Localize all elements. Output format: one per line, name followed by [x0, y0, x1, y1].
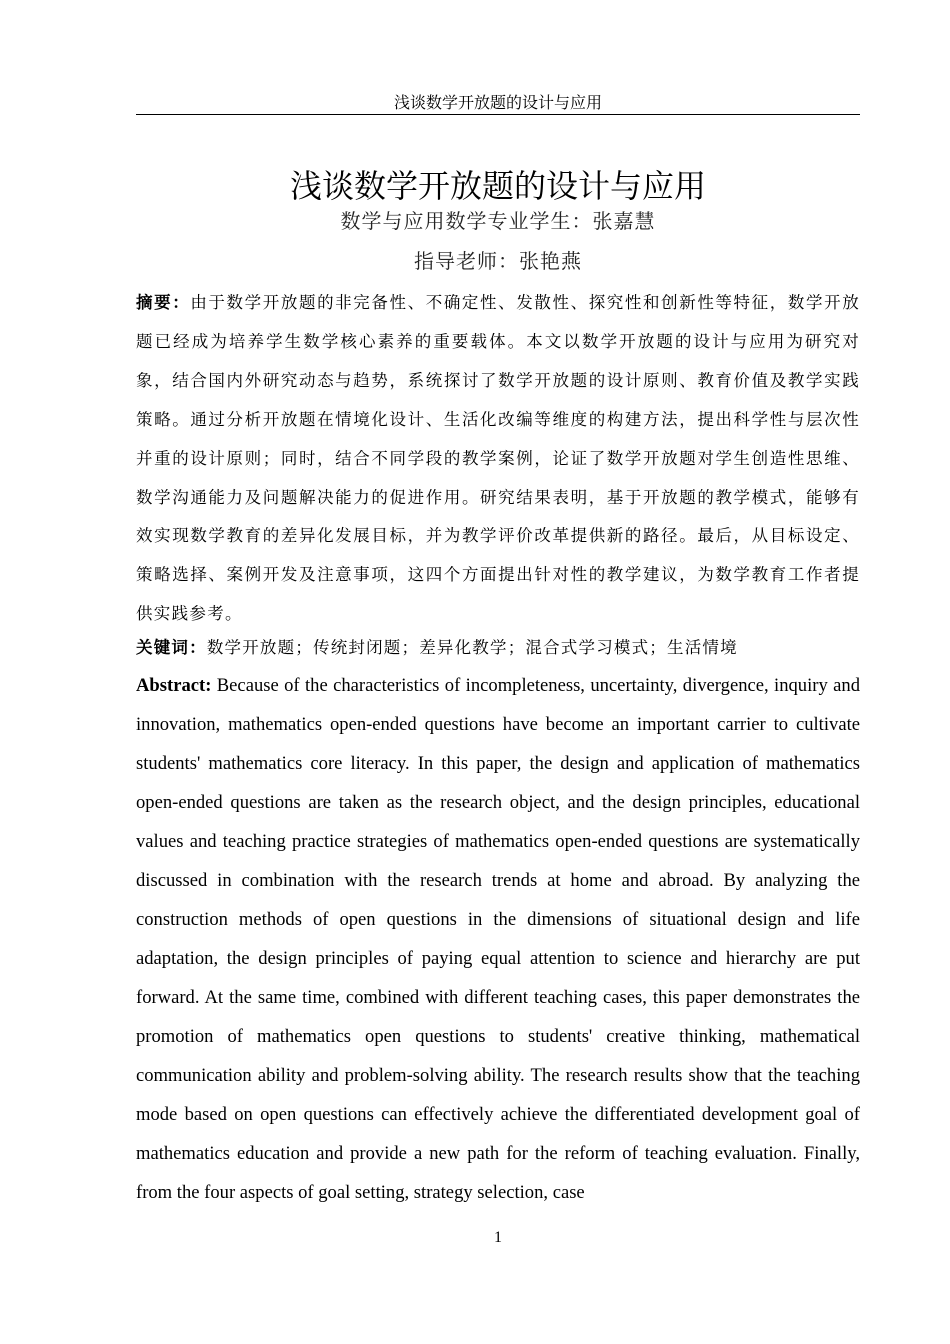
english-abstract-label: Abstract:	[136, 675, 212, 696]
advisor-line: 指导老师：张艳燕	[414, 249, 582, 273]
chinese-abstract	[136, 284, 860, 634]
keywords-label: 关键词：	[136, 638, 207, 657]
keywords	[136, 633, 860, 663]
paper-title: 浅谈数学开放题的设计与应用	[289, 167, 706, 206]
english-abstract	[136, 666, 860, 1212]
chinese-abstract-text: 由于数学开放题的非完备性、不确定性、发散性、探究性和创新性等特征，数学开放题已经成为培养学生数学核心素养的重要载体。本文以数学开放题的设计与应用为研究对象，结合国内外研究动态与趋势，系统探讨了数学开放题的设计原则、教育价值及教学实践策略。通过分析开放题在情境化设计、生活化改编等维度的构建方法，提出科学性与层次性并重的设计原则；同时，结合不同学段的教学案例，论证了数学开放题对学生创造性思维、数学沟通能力及问题解决能力的促进作用。研究结果表明，基于开放题的教学模式，能够有效实现数学教育的差异化发展目标，并为教学评价改革提供新的路径。最后，从目标设定、策略选择、案例开发及注意事项，这四个方面提出针对性的教学建议，为数学教育工作者提供实践参考。	[136, 293, 860, 624]
running-header: 浅谈数学开放题的设计与应用	[393, 93, 602, 112]
page-number: 1	[494, 1229, 502, 1246]
keywords-text: 数学开放题；传统封闭题；差异化教学；混合式学习模式；生活情境	[206, 638, 738, 657]
english-abstract-text: Because of the characteristics of incompleteness, uncertainty, divergence, inquiry and innovation, mathematics open-ended questions have become an important carrier to cultivate students' mathematics core literacy. In this paper, the design and application of mathematics open-ended questions are taken as the research object, and the design principles, educational values and teaching practice strategies of mathematics open-ended questions are systematically discussed in combination with the research trends at home and abroad. By analyzing the construction methods of open questions in the dimensions of situational design and life adaptation, the design principles of paying equal attention to science and hierarchy are put forward. At the same time, combined with different teaching cases, this paper demonstrates the promotion of mathematics open questions to students' creative thinking, mathematical communication ability and problem-solving ability. The research results show that the teaching mode based on open questions can effectively achieve the differentiated development goal of mathematics education and provide a new path for the reform of teaching evaluation. Finally, from the four aspects of goal setting, strategy selection, case	[136, 675, 860, 1203]
author-line: 数学与应用数学专业学生：张嘉慧	[340, 209, 656, 233]
header-rule	[136, 114, 860, 115]
chinese-abstract-label: 摘要：	[136, 293, 191, 312]
